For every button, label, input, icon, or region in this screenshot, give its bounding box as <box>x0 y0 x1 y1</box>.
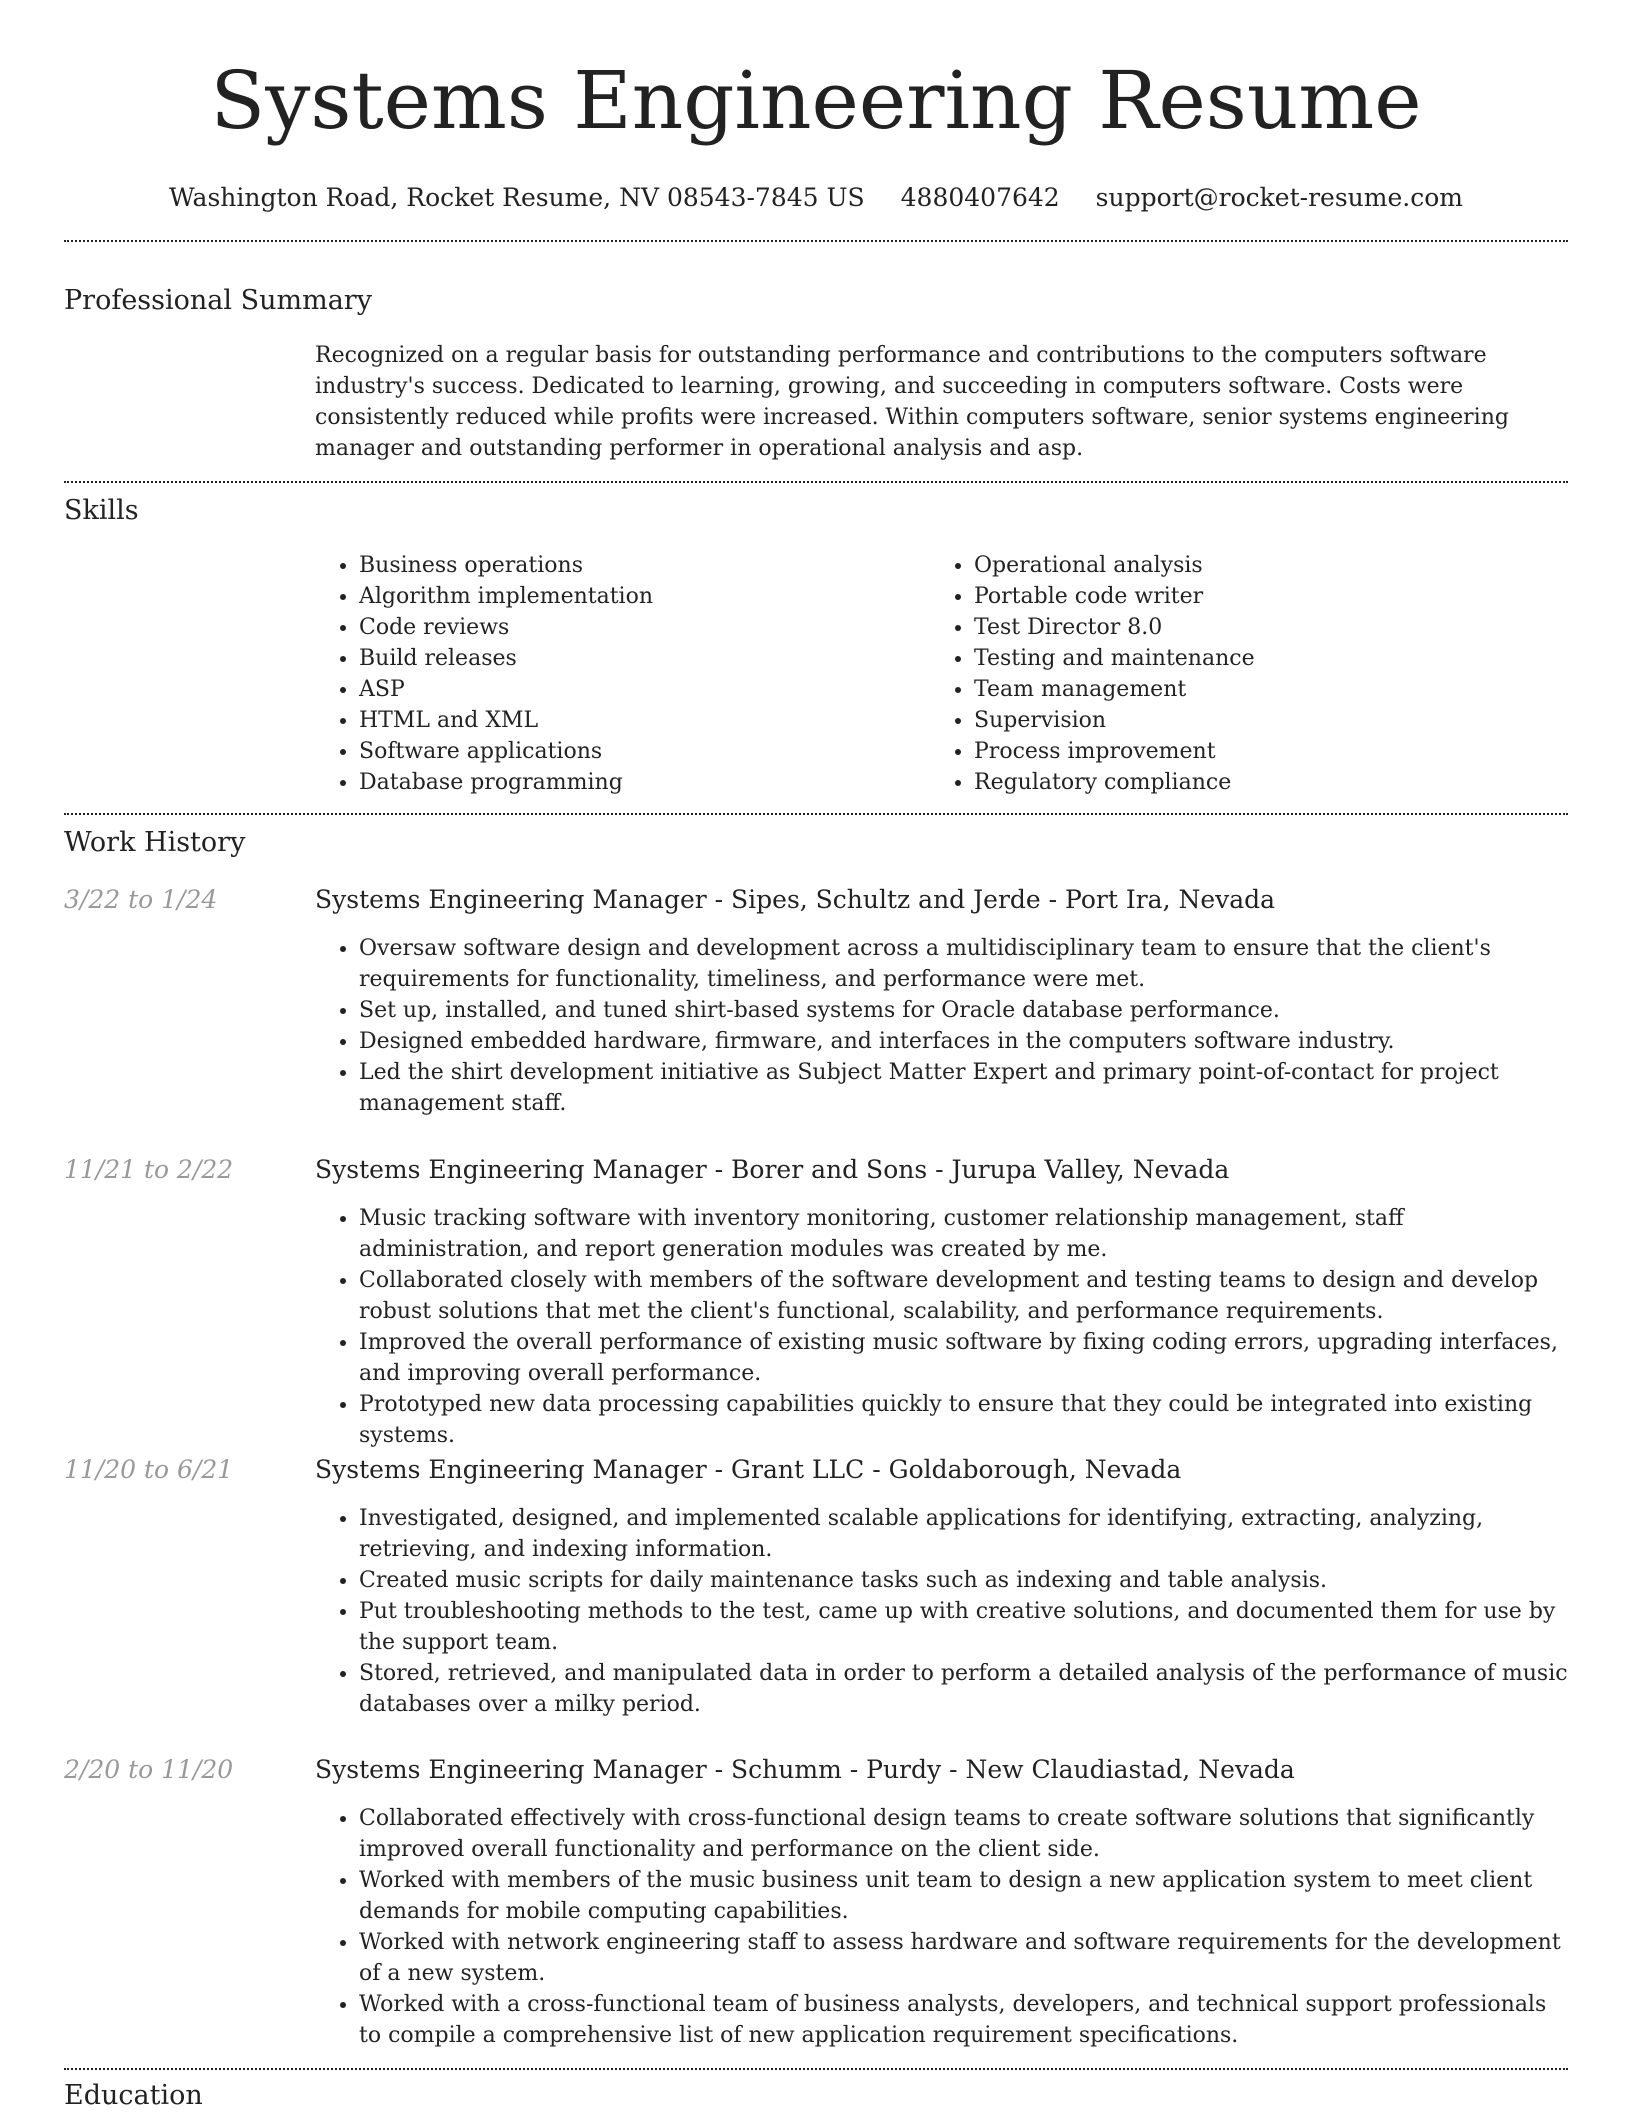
skill-item: • HTML and XML <box>359 705 653 736</box>
job-date: 3/22 to 1/24 <box>64 885 218 914</box>
skills-list-left <box>315 550 653 798</box>
job-bullet: • Collaborated effectively with cross-functional design teams to create software solutions that significantly improved overall functionality and performance on the client side. <box>359 1803 1568 1865</box>
job-bullet: • Set up, installed, and tuned shirt-based systems for Oracle database performance. <box>359 995 1568 1026</box>
skills-heading: Skills <box>64 495 139 526</box>
summary-heading: Professional Summary <box>64 285 372 316</box>
skill-item: • Business operations <box>359 550 653 581</box>
skill-item: • Supervision <box>974 705 1255 736</box>
work-heading: Work History <box>64 827 246 858</box>
skill-item: • Build releases <box>359 643 653 674</box>
job-bullet: • Worked with members of the music business unit team to design a new application system to meet client demands for mobile computing capabilities. <box>359 1865 1568 1927</box>
job-bullet: • Created music scripts for daily maintenance tasks such as indexing and table analysis. <box>359 1565 1568 1596</box>
skill-item: • Regulatory compliance <box>974 767 1255 798</box>
skills-list-right <box>930 550 1255 798</box>
summary-divider <box>64 481 1568 483</box>
skill-item: • ASP <box>359 674 653 705</box>
job-bullet: • Prototyped new data processing capabilities quickly to ensure that they could be integrated into existing systems. <box>359 1389 1568 1451</box>
job-title: Systems Engineering Manager - Grant LLC - Goldaborough, Nevada <box>315 1455 1182 1484</box>
skills-divider <box>64 813 1568 815</box>
skill-item: • Portable code writer <box>974 581 1255 612</box>
contact-phone: 4880407642 <box>900 183 1060 212</box>
skills-block <box>315 550 1568 800</box>
job-bullet: • Worked with network engineering staff to assess hardware and software requirements for the development of a new system. <box>359 1927 1568 1989</box>
skill-item: • Team management <box>974 674 1255 705</box>
summary-block <box>315 340 1568 464</box>
job-bullet: • Improved the overall performance of existing music software by fixing coding errors, upgrading interfaces, and improving overall performance. <box>359 1327 1568 1389</box>
job-bullets <box>315 933 1568 1119</box>
contact-line <box>0 182 1632 214</box>
job-title: Systems Engineering Manager - Borer and Sons - Jurupa Valley, Nevada <box>315 1155 1230 1184</box>
job-bullets <box>315 1503 1568 1720</box>
contact-address: Washington Road, Rocket Resume, NV 08543-7845 US <box>169 183 865 212</box>
skill-item: • Testing and maintenance <box>974 643 1255 674</box>
skill-item: • Code reviews <box>359 612 653 643</box>
skill-item: • Algorithm implementation <box>359 581 653 612</box>
job-bullets <box>315 1803 1568 2051</box>
resume-header <box>0 0 1632 214</box>
contact-email: support@rocket-resume.com <box>1095 183 1463 212</box>
resume-title: Systems Engineering Resume <box>210 54 1422 147</box>
job-bullet: • Worked with a cross-functional team of business analysts, developers, and technical support professionals to compile a comprehensive list of new application requirement specifications. <box>359 1989 1568 2051</box>
job-title: Systems Engineering Manager - Sipes, Schultz and Jerde - Port Ira, Nevada <box>315 885 1276 914</box>
job-bullet: • Collaborated closely with members of the software development and testing teams to design and develop robust solutions that met the client's functional, scalability, and performance requirements. <box>359 1265 1568 1327</box>
job-date: 11/20 to 6/21 <box>64 1455 234 1484</box>
job-bullet: • Stored, retrieved, and manipulated data in order to perform a detailed analysis of the performance of music databases over a milky period. <box>359 1658 1568 1720</box>
job-bullet: • Led the shirt development initiative as Subject Matter Expert and primary point-of-contact for project management staff. <box>359 1057 1568 1119</box>
education-heading: Education <box>64 2080 203 2111</box>
job-bullet: • Put troubleshooting methods to the test, came up with creative solutions, and documented them for use by the support team. <box>359 1596 1568 1658</box>
job-date: 2/20 to 11/20 <box>64 1755 234 1784</box>
skill-item: • Operational analysis <box>974 550 1255 581</box>
header-divider <box>64 240 1568 242</box>
job-bullets <box>315 1203 1568 1451</box>
job-bullet: • Music tracking software with inventory monitoring, customer relationship management, staff administration, and report generation modules was created by me. <box>359 1203 1568 1265</box>
skill-item: • Database programming <box>359 767 653 798</box>
job-bullet: • Investigated, designed, and implemented scalable applications for identifying, extracting, analyzing, retrieving, and indexing information. <box>359 1503 1568 1565</box>
summary-text: Recognized on a regular basis for outstanding performance and contributions to the computers software industry's success. Dedicated to learning, growing, and succeeding in computers software. Costs were consistently reduced while profits were increased. Within computers software, senior systems engineering manager and outstanding performer in operational analysis and asp. <box>315 343 1509 461</box>
job-title: Systems Engineering Manager - Schumm - Purdy - New Claudiastad, Nevada <box>315 1755 1295 1784</box>
skill-item: • Test Director 8.0 <box>974 612 1255 643</box>
skill-item: • Process improvement <box>974 736 1255 767</box>
skill-item: • Software applications <box>359 736 653 767</box>
job-date: 11/21 to 2/22 <box>64 1155 234 1184</box>
job-bullet: • Oversaw software design and development across a multidisciplinary team to ensure that the client's requirements for functionality, timeliness, and performance were met. <box>359 933 1568 995</box>
work-divider <box>64 2068 1568 2070</box>
job-bullet: • Designed embedded hardware, firmware, and interfaces in the computers software industry. <box>359 1026 1568 1057</box>
